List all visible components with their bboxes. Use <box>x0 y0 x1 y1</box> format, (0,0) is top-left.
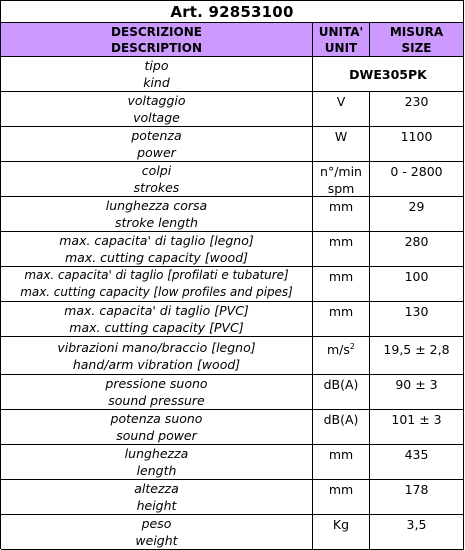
row-value-text: 178 <box>404 482 429 497</box>
unit-exponent: 2 <box>349 341 355 351</box>
row-unit <box>313 410 370 445</box>
header-unit-it: UNITA' <box>318 24 364 39</box>
row-value-text: 435 <box>404 447 429 462</box>
header-description <box>1 23 313 57</box>
row-value <box>370 445 464 480</box>
row-value <box>370 267 464 302</box>
row-unit-text: mm <box>328 234 354 249</box>
row-description-en: max. cutting capacity [wood] <box>64 250 249 265</box>
row-description <box>1 302 313 337</box>
row-unit-text: mm <box>328 199 354 214</box>
row-value-text: 100 <box>404 269 429 284</box>
article-title-text: Art. 92853100 <box>170 2 294 21</box>
row-unit-text: V <box>336 94 346 109</box>
header-unit-en: UNIT <box>324 40 358 55</box>
row-value-text: 19,5 ± 2,8 <box>383 342 450 357</box>
row-description-it: max. capacita' di taglio [legno] <box>59 233 254 248</box>
row-value-text: DWE305PK <box>349 66 427 82</box>
row-value-kind <box>313 57 464 92</box>
row-description-en: weight <box>135 533 178 548</box>
header-description-en: DESCRIPTION <box>110 40 202 55</box>
row-description <box>1 410 313 445</box>
row-description-en: length <box>136 463 177 478</box>
row-unit-text: mm <box>328 269 354 284</box>
row-unit <box>313 515 370 550</box>
row-unit-text <box>327 341 355 358</box>
row-description-en: sound power <box>116 428 197 443</box>
row-description-it: lunghezza <box>124 446 189 461</box>
row-description <box>1 162 313 197</box>
row-unit <box>313 375 370 410</box>
row-description-en: height <box>136 498 177 513</box>
row-value <box>370 92 464 127</box>
row-value <box>370 515 464 550</box>
row-value-text: 90 ± 3 <box>395 377 438 392</box>
row-description <box>1 375 313 410</box>
row-description <box>1 267 313 302</box>
row-value-text: 130 <box>404 304 429 319</box>
row-description-en: strokes <box>133 180 180 195</box>
row-description-en: kind <box>143 75 170 90</box>
row-unit <box>313 480 370 515</box>
row-description-it: peso <box>141 516 172 531</box>
row-value <box>370 197 464 232</box>
row-description <box>1 480 313 515</box>
row-description <box>1 92 313 127</box>
row-value <box>370 232 464 267</box>
row-unit <box>313 337 370 375</box>
row-description <box>1 232 313 267</box>
row-description-en: sound pressure <box>108 393 205 408</box>
row-description-it: pressione suono <box>105 376 208 391</box>
row-description-it: potenza suono <box>110 411 203 426</box>
row-unit <box>313 92 370 127</box>
row-unit-text: W <box>334 129 348 144</box>
row-value <box>370 337 464 375</box>
row-description <box>1 197 313 232</box>
row-description-it: vibrazioni mano/braccio [legno] <box>57 339 256 355</box>
row-unit-text: Kg <box>332 517 350 532</box>
row-description-it: tipo <box>144 58 169 73</box>
row-value-text: 1100 <box>400 129 433 144</box>
row-unit <box>313 302 370 337</box>
article-title <box>1 1 464 23</box>
row-description-en: max. cutting capacity [PVC] <box>69 320 244 335</box>
row-value <box>370 480 464 515</box>
row-value-text: 280 <box>404 234 429 249</box>
row-description-it: potenza <box>131 128 182 143</box>
row-description <box>1 445 313 480</box>
row-unit-text: mm <box>328 304 354 319</box>
row-unit-text-2: spm <box>327 181 355 196</box>
row-value-text: 0 - 2800 <box>390 164 443 179</box>
row-unit-text: mm <box>328 447 354 462</box>
row-value <box>370 375 464 410</box>
row-value <box>370 127 464 162</box>
row-value <box>370 302 464 337</box>
row-description-en: power <box>137 145 176 160</box>
row-value-text: 230 <box>404 94 429 109</box>
row-value-text: 29 <box>408 199 425 214</box>
row-unit <box>313 267 370 302</box>
header-description-it: DESCRIZIONE <box>111 24 202 39</box>
row-unit <box>313 127 370 162</box>
row-description-en: hand/arm vibration [wood] <box>72 356 241 372</box>
row-description-en: stroke length <box>115 215 198 230</box>
row-value <box>370 162 464 197</box>
row-unit <box>313 162 370 197</box>
row-description <box>1 337 313 375</box>
row-unit-text: dB(A) <box>323 377 359 392</box>
row-description-it: voltaggio <box>127 93 186 108</box>
row-description <box>1 515 313 550</box>
row-description-it: lunghezza corsa <box>105 198 208 213</box>
row-description-it: altezza <box>134 481 179 496</box>
row-value-text: 101 ± 3 <box>391 412 442 427</box>
row-description-it: max. capacita' di taglio [profilati e tubature] <box>24 268 289 282</box>
row-unit <box>313 197 370 232</box>
row-description-en: max. cutting capacity [low profiles and pipes] <box>20 285 293 299</box>
row-unit <box>313 232 370 267</box>
row-unit-text: n°/min <box>320 164 362 179</box>
row-description <box>1 127 313 162</box>
row-value-text: 3,5 <box>406 517 427 532</box>
header-measure <box>370 23 464 57</box>
header-measure-it: MISURA <box>389 24 444 39</box>
row-description <box>1 57 313 92</box>
row-description-it: max. capacita' di taglio [PVC] <box>64 303 249 318</box>
row-description-en: voltage <box>133 110 180 125</box>
header-unit <box>313 23 370 57</box>
row-unit-text: mm <box>328 482 354 497</box>
unit-base: m/s <box>327 342 350 357</box>
row-unit-text: dB(A) <box>323 412 359 427</box>
row-value <box>370 410 464 445</box>
row-description-it: colpi <box>141 163 172 178</box>
header-measure-en: SIZE <box>401 40 432 55</box>
row-unit <box>313 445 370 480</box>
